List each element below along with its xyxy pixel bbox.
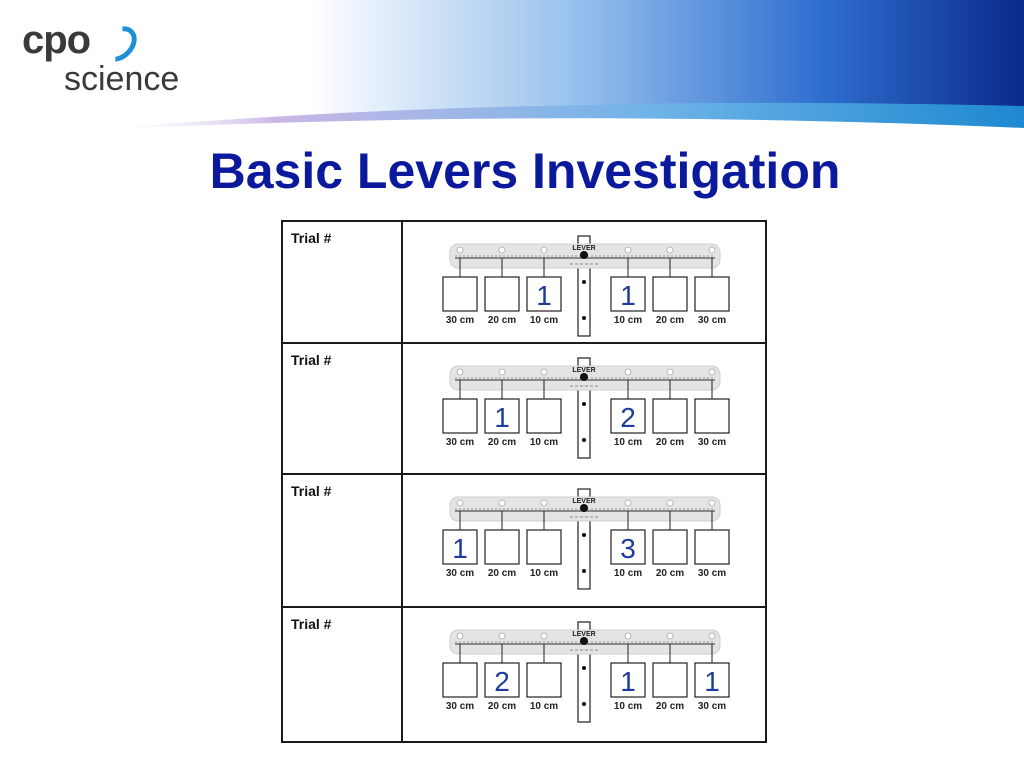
lever-diagram (403, 222, 765, 344)
position-label: 10 cm (613, 701, 643, 712)
position-label: 30 cm (445, 701, 475, 712)
weight-count: 2 (494, 666, 510, 697)
weight-box (695, 399, 729, 433)
weight-box (443, 663, 477, 697)
weight-box (443, 277, 477, 311)
logo-text-science: science (64, 60, 180, 98)
trial-label-cell (283, 222, 403, 342)
position-label: 10 cm (529, 568, 559, 579)
beam-hole (499, 369, 505, 375)
weight-box (485, 530, 519, 564)
weight-box (485, 277, 519, 311)
beam-hole (709, 633, 715, 639)
weight-box (653, 277, 687, 311)
weight-count: 2 (620, 402, 636, 433)
position-label: 20 cm (655, 568, 685, 579)
weight-count: 1 (620, 666, 636, 697)
position-label: 30 cm (697, 701, 727, 712)
beam-hole (709, 369, 715, 375)
beam-hole (709, 500, 715, 506)
position-label: 20 cm (487, 701, 517, 712)
position-label: 20 cm (487, 568, 517, 579)
position-label: 10 cm (529, 315, 559, 326)
trial-label: Trial # (291, 230, 332, 246)
trial-label-cell (283, 475, 403, 606)
position-label: 30 cm (697, 437, 727, 448)
beam-hole (625, 369, 631, 375)
trial-row (283, 344, 765, 475)
trial-row (283, 222, 765, 344)
stand-dot (582, 666, 586, 670)
position-label: 20 cm (655, 701, 685, 712)
position-label: 10 cm (529, 701, 559, 712)
lever-diagram-cell (403, 608, 765, 741)
weight-box (527, 399, 561, 433)
weight-box (443, 399, 477, 433)
beam-hole (457, 247, 463, 253)
lever-brand-label: LEVER (572, 367, 596, 374)
lever-brand-label: LEVER (572, 498, 596, 505)
weight-count: 3 (620, 533, 636, 564)
lever-diagram-cell (403, 222, 765, 342)
position-label: 30 cm (445, 437, 475, 448)
pivot-point (580, 251, 588, 259)
stand-dot (582, 316, 586, 320)
trial-label-cell (283, 608, 403, 741)
weight-box (695, 277, 729, 311)
pivot-point (580, 373, 588, 381)
trial-label: Trial # (291, 352, 332, 368)
stand-dot (582, 533, 586, 537)
beam-hole (457, 633, 463, 639)
lever-diagram (403, 344, 765, 475)
beam-hole (499, 633, 505, 639)
beam-hole (709, 247, 715, 253)
position-label: 10 cm (613, 437, 643, 448)
weight-box (653, 399, 687, 433)
position-label: 30 cm (445, 568, 475, 579)
trial-label: Trial # (291, 616, 332, 632)
trial-row (283, 608, 765, 741)
weight-count: 1 (536, 280, 552, 311)
position-label: 20 cm (655, 315, 685, 326)
weight-box (527, 663, 561, 697)
position-label: 30 cm (445, 315, 475, 326)
position-label: 10 cm (529, 437, 559, 448)
beam-hole (457, 369, 463, 375)
position-label: 30 cm (697, 315, 727, 326)
weight-count: 1 (494, 402, 510, 433)
lever-diagram-cell (403, 475, 765, 606)
beam-hole (499, 247, 505, 253)
trial-row (283, 475, 765, 608)
beam-hole (541, 633, 547, 639)
page-title: Basic Levers Investigation (209, 143, 841, 199)
stand-dot (582, 438, 586, 442)
position-label: 30 cm (697, 568, 727, 579)
weight-box (527, 530, 561, 564)
stand-dot (582, 702, 586, 706)
beam-hole (499, 500, 505, 506)
position-label: 20 cm (487, 315, 517, 326)
beam-hole (541, 247, 547, 253)
trials-table (281, 220, 767, 743)
beam-hole (667, 633, 673, 639)
trial-label-cell (283, 344, 403, 473)
pivot-point (580, 504, 588, 512)
weight-box (653, 663, 687, 697)
stand-dot (582, 569, 586, 573)
weight-box (653, 530, 687, 564)
beam-hole (625, 633, 631, 639)
lever-diagram (403, 608, 765, 741)
beam-hole (625, 247, 631, 253)
beam-hole (667, 369, 673, 375)
beam-hole (541, 369, 547, 375)
stand-dot (582, 280, 586, 284)
logo-text-cpo: cpo (22, 18, 91, 62)
weight-box (695, 530, 729, 564)
weight-count: 1 (452, 533, 468, 564)
position-label: 20 cm (655, 437, 685, 448)
beam-hole (541, 500, 547, 506)
pivot-point (580, 637, 588, 645)
position-label: 10 cm (613, 315, 643, 326)
weight-count: 1 (704, 666, 720, 697)
cpo-science-logo (18, 18, 208, 98)
trial-label: Trial # (291, 483, 332, 499)
lever-brand-label: LEVER (572, 631, 596, 638)
beam-hole (667, 247, 673, 253)
lever-diagram-cell (403, 344, 765, 473)
beam-hole (625, 500, 631, 506)
beam-hole (457, 500, 463, 506)
weight-count: 1 (620, 280, 636, 311)
beam-hole (667, 500, 673, 506)
position-label: 10 cm (613, 568, 643, 579)
stand-dot (582, 402, 586, 406)
position-label: 20 cm (487, 437, 517, 448)
lever-brand-label: LEVER (572, 245, 596, 252)
lever-diagram (403, 475, 765, 608)
